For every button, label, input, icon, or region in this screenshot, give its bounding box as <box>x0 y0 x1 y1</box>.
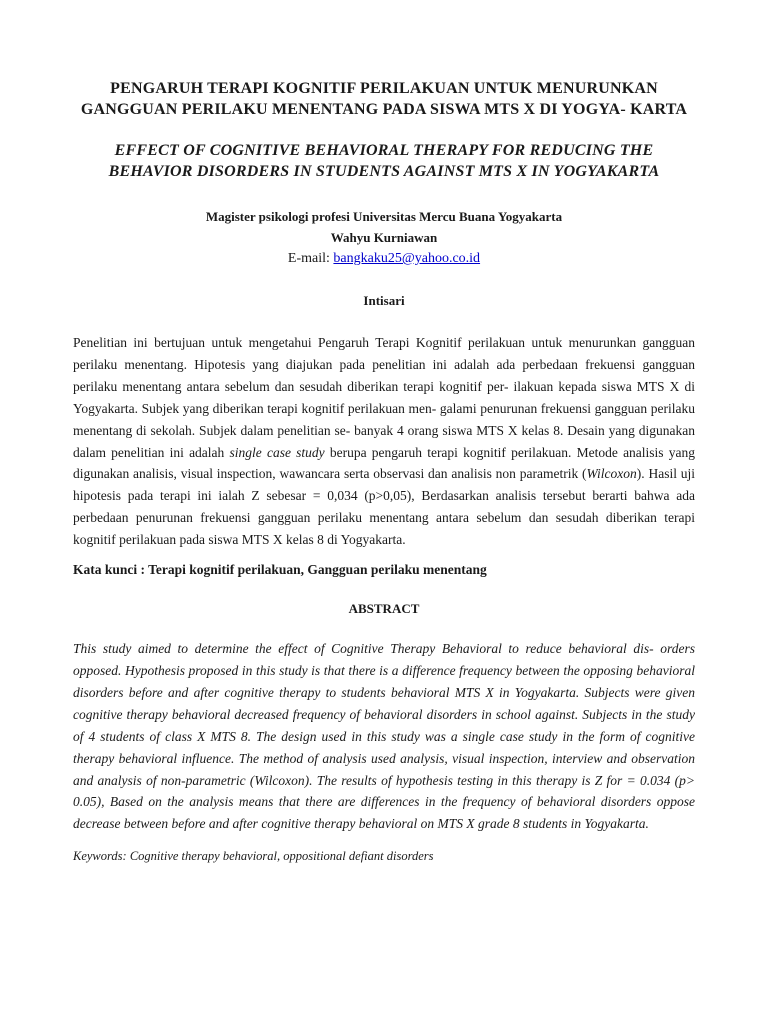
kata-kunci: Kata kunci : Terapi kognitif perilakuan, Gangguan perilaku menentang <box>73 562 487 578</box>
email-line <box>73 248 695 269</box>
email-link[interactable]: bangkaku25@yahoo.co.id <box>333 251 481 266</box>
email-label: E-mail: <box>287 251 330 266</box>
intisari-heading: Intisari <box>363 293 405 308</box>
intisari-text-part1: Penelitian ini bertujuan untuk mengetahui Pengaruh Terapi Kognitif perilakuan untuk menurunkan gangguan perilaku menentang. Hipotesis yang diajukan pada penelitian ini adalah ada perbedaan frekuensi gangguan perilaku menentang antara sebelum dan sesudah diberikan terapi kognitif per- ilakuan kepada siswa MTS X di Yogyakarta. Subjek yang diberikan terapi kognitif perilakuan men- galami penurunan frekuensi gangguan perilaku menentang di sekolah. Subjek dalam penelitian se- banyak 4 orang siswa MTS X kelas 8. Desain yang digunakan dalam penelitian ini adalah <box>73 335 695 460</box>
abstract-paragraph: This study aimed to determine the effect of Cognitive Therapy Behavioral to reduce behavioral dis- orders opposed. Hypothesis proposed in this study is that there is a difference frequency between the opposing behavioral disorders before and after cognitive therapy to students behavioral MTS X in Yogyakarta. Subjects were given cognitive therapy behavioral decreased frequency of behavioral disorders in school against. Subjects in the study of 4 students of class X MTS 8. The design used in this study was a single case study in the form of cognitive therapy behavioral influence. The method of analysis used analysis, visual inspection, interview and observation and analysis of non-parametric (Wilcoxon). The results of hypothesis testing in this therapy is Z for = 0.034 (p> 0.05), Based on the analysis means that there are differences in the frequency of behavioral disorders oppose decrease between before and after cognitive therapy behavioral on MTS X grade 8 students in Yogyakarta. <box>73 641 695 832</box>
intisari-text-part3: ). Hasil uji hipotesis pada terapi ini ialah Z sebesar = 0,034 (p>0,05), Berdasarkan analisis tersebut berarti bahwa ada perbedaan penurunan frekuensi gangguan perilaku menentang antara sebelum dan sesudah diberikan terapi kognitif perilakuan pada siswa MTS X kelas 8 di Yogyakarta. <box>73 466 696 548</box>
title-english: EFFECT OF COGNITIVE BEHAVIORAL THERAPY FOR REDUCING THE BEHAVIOR DISORDERS IN STUDENTS AGAINST MTS X IN YOGYAKARTA <box>108 142 660 180</box>
abstract-heading: ABSTRACT <box>348 601 420 617</box>
paper-page <box>73 78 695 865</box>
intisari-italic-term-2: Wilcoxon <box>586 466 637 482</box>
intisari-paragraph <box>73 332 695 551</box>
affiliation: Magister psikologi profesi Universitas Mercu Buana Yogyakarta <box>205 209 563 224</box>
keywords-english: Keywords: Cognitive therapy behavioral, oppositional defiant disorders <box>73 849 434 864</box>
intisari-text-part2: berupa pengaruh terapi kognitif perilakuan. Metode analisis yang digunakan analisis, visual inspection, wawancara serta observasi dan analisis non parametrik ( <box>73 444 695 482</box>
author-name: Wahyu Kurniawan <box>330 230 438 245</box>
intisari-italic-term-1: single case study <box>229 444 325 460</box>
title-indonesian: PENGARUH TERAPI KOGNITIF PERILAKUAN UNTUK MENURUNKAN GANGGUAN PERILAKU MENENTANG PADA SISWA MTS X DI YOGYA- KARTA <box>80 80 688 118</box>
